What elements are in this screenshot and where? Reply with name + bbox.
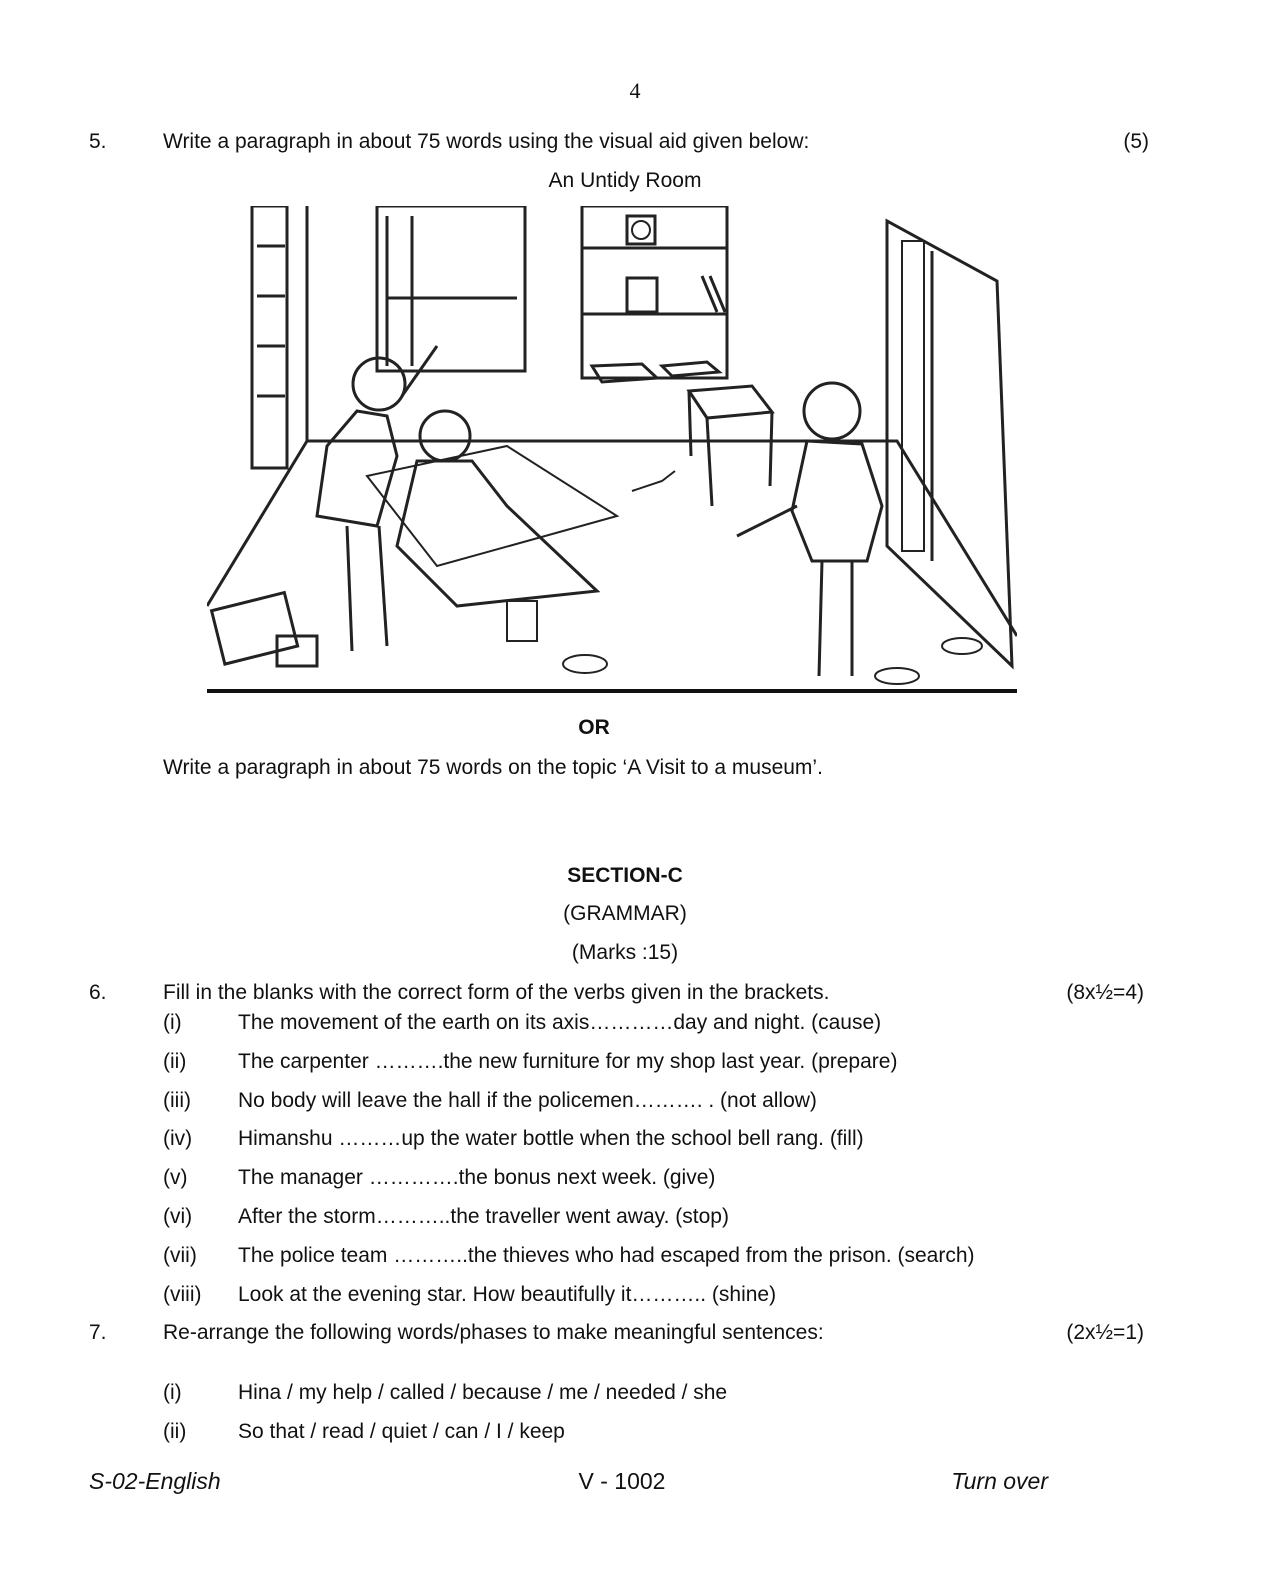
section-marks: (Marks :15): [571, 941, 679, 964]
list-item-number: (i): [163, 1011, 182, 1034]
question-5-number: 5.: [89, 130, 107, 153]
section-subtitle: (GRAMMAR): [563, 902, 687, 925]
list-item: Hina / my help / called / because / me / needed / she: [238, 1381, 728, 1404]
list-item-number: (i): [163, 1381, 182, 1404]
page-number: 4: [629, 78, 641, 103]
list-item: After the storm………..the traveller went away. (stop): [238, 1205, 729, 1228]
list-item: The police team ………..the thieves who had escaped from the prison. (search): [238, 1244, 975, 1267]
question-6-number: 6.: [89, 981, 107, 1004]
or-label: OR: [578, 716, 610, 739]
question-7-number: 7.: [89, 1321, 107, 1344]
footer-paper-code: S-02-English: [89, 1468, 221, 1494]
section-title: SECTION-C: [567, 864, 683, 887]
list-item-number: (ii): [163, 1420, 187, 1443]
footer-turn-over: Turn over: [951, 1468, 1048, 1494]
question-6-prompt: Fill in the blanks with the correct form of the verbs given in the brackets.: [163, 981, 830, 1004]
list-item-number: (ii): [163, 1050, 187, 1073]
list-item: The manager ………….the bonus next week. (give): [238, 1166, 716, 1189]
list-item-number: (viii): [163, 1283, 202, 1306]
list-item-number: (vii): [163, 1244, 197, 1267]
list-item: Himanshu ………up the water bottle when the school bell rang. (fill): [238, 1127, 864, 1150]
list-item-number: (iii): [163, 1089, 191, 1112]
list-item: The carpenter ……….the new furniture for my shop last year. (prepare): [238, 1050, 898, 1073]
list-item: The movement of the earth on its axis…………day and night. (cause): [238, 1011, 882, 1034]
list-item-number: (v): [163, 1166, 188, 1189]
question-7-prompt: Re-arrange the following words/phases to make meaningful sentences:: [163, 1321, 824, 1344]
question-7-marks: (2x½=1): [1066, 1321, 1144, 1344]
question-5-prompt: Write a paragraph in about 75 words using the visual aid given below:: [163, 130, 810, 153]
list-item: So that / read / quiet / can / I / keep: [238, 1420, 565, 1443]
untidy-room-illustration: [207, 206, 1017, 696]
question-5-alternative-prompt: Write a paragraph in about 75 words on the topic ‘A Visit to a museum’.: [163, 756, 823, 779]
footer-series-code: V - 1002: [578, 1468, 666, 1494]
question-5-marks: (5): [1123, 130, 1149, 153]
list-item-number: (vi): [163, 1205, 193, 1228]
figure-title: An Untidy Room: [548, 169, 702, 192]
question-6-marks: (8x½=4): [1066, 981, 1144, 1004]
list-item: Look at the evening star. How beautifully it……….. (shine): [238, 1283, 777, 1306]
list-item-number: (iv): [163, 1127, 193, 1150]
list-item: No body will leave the hall if the policemen………. . (not allow): [238, 1089, 817, 1112]
